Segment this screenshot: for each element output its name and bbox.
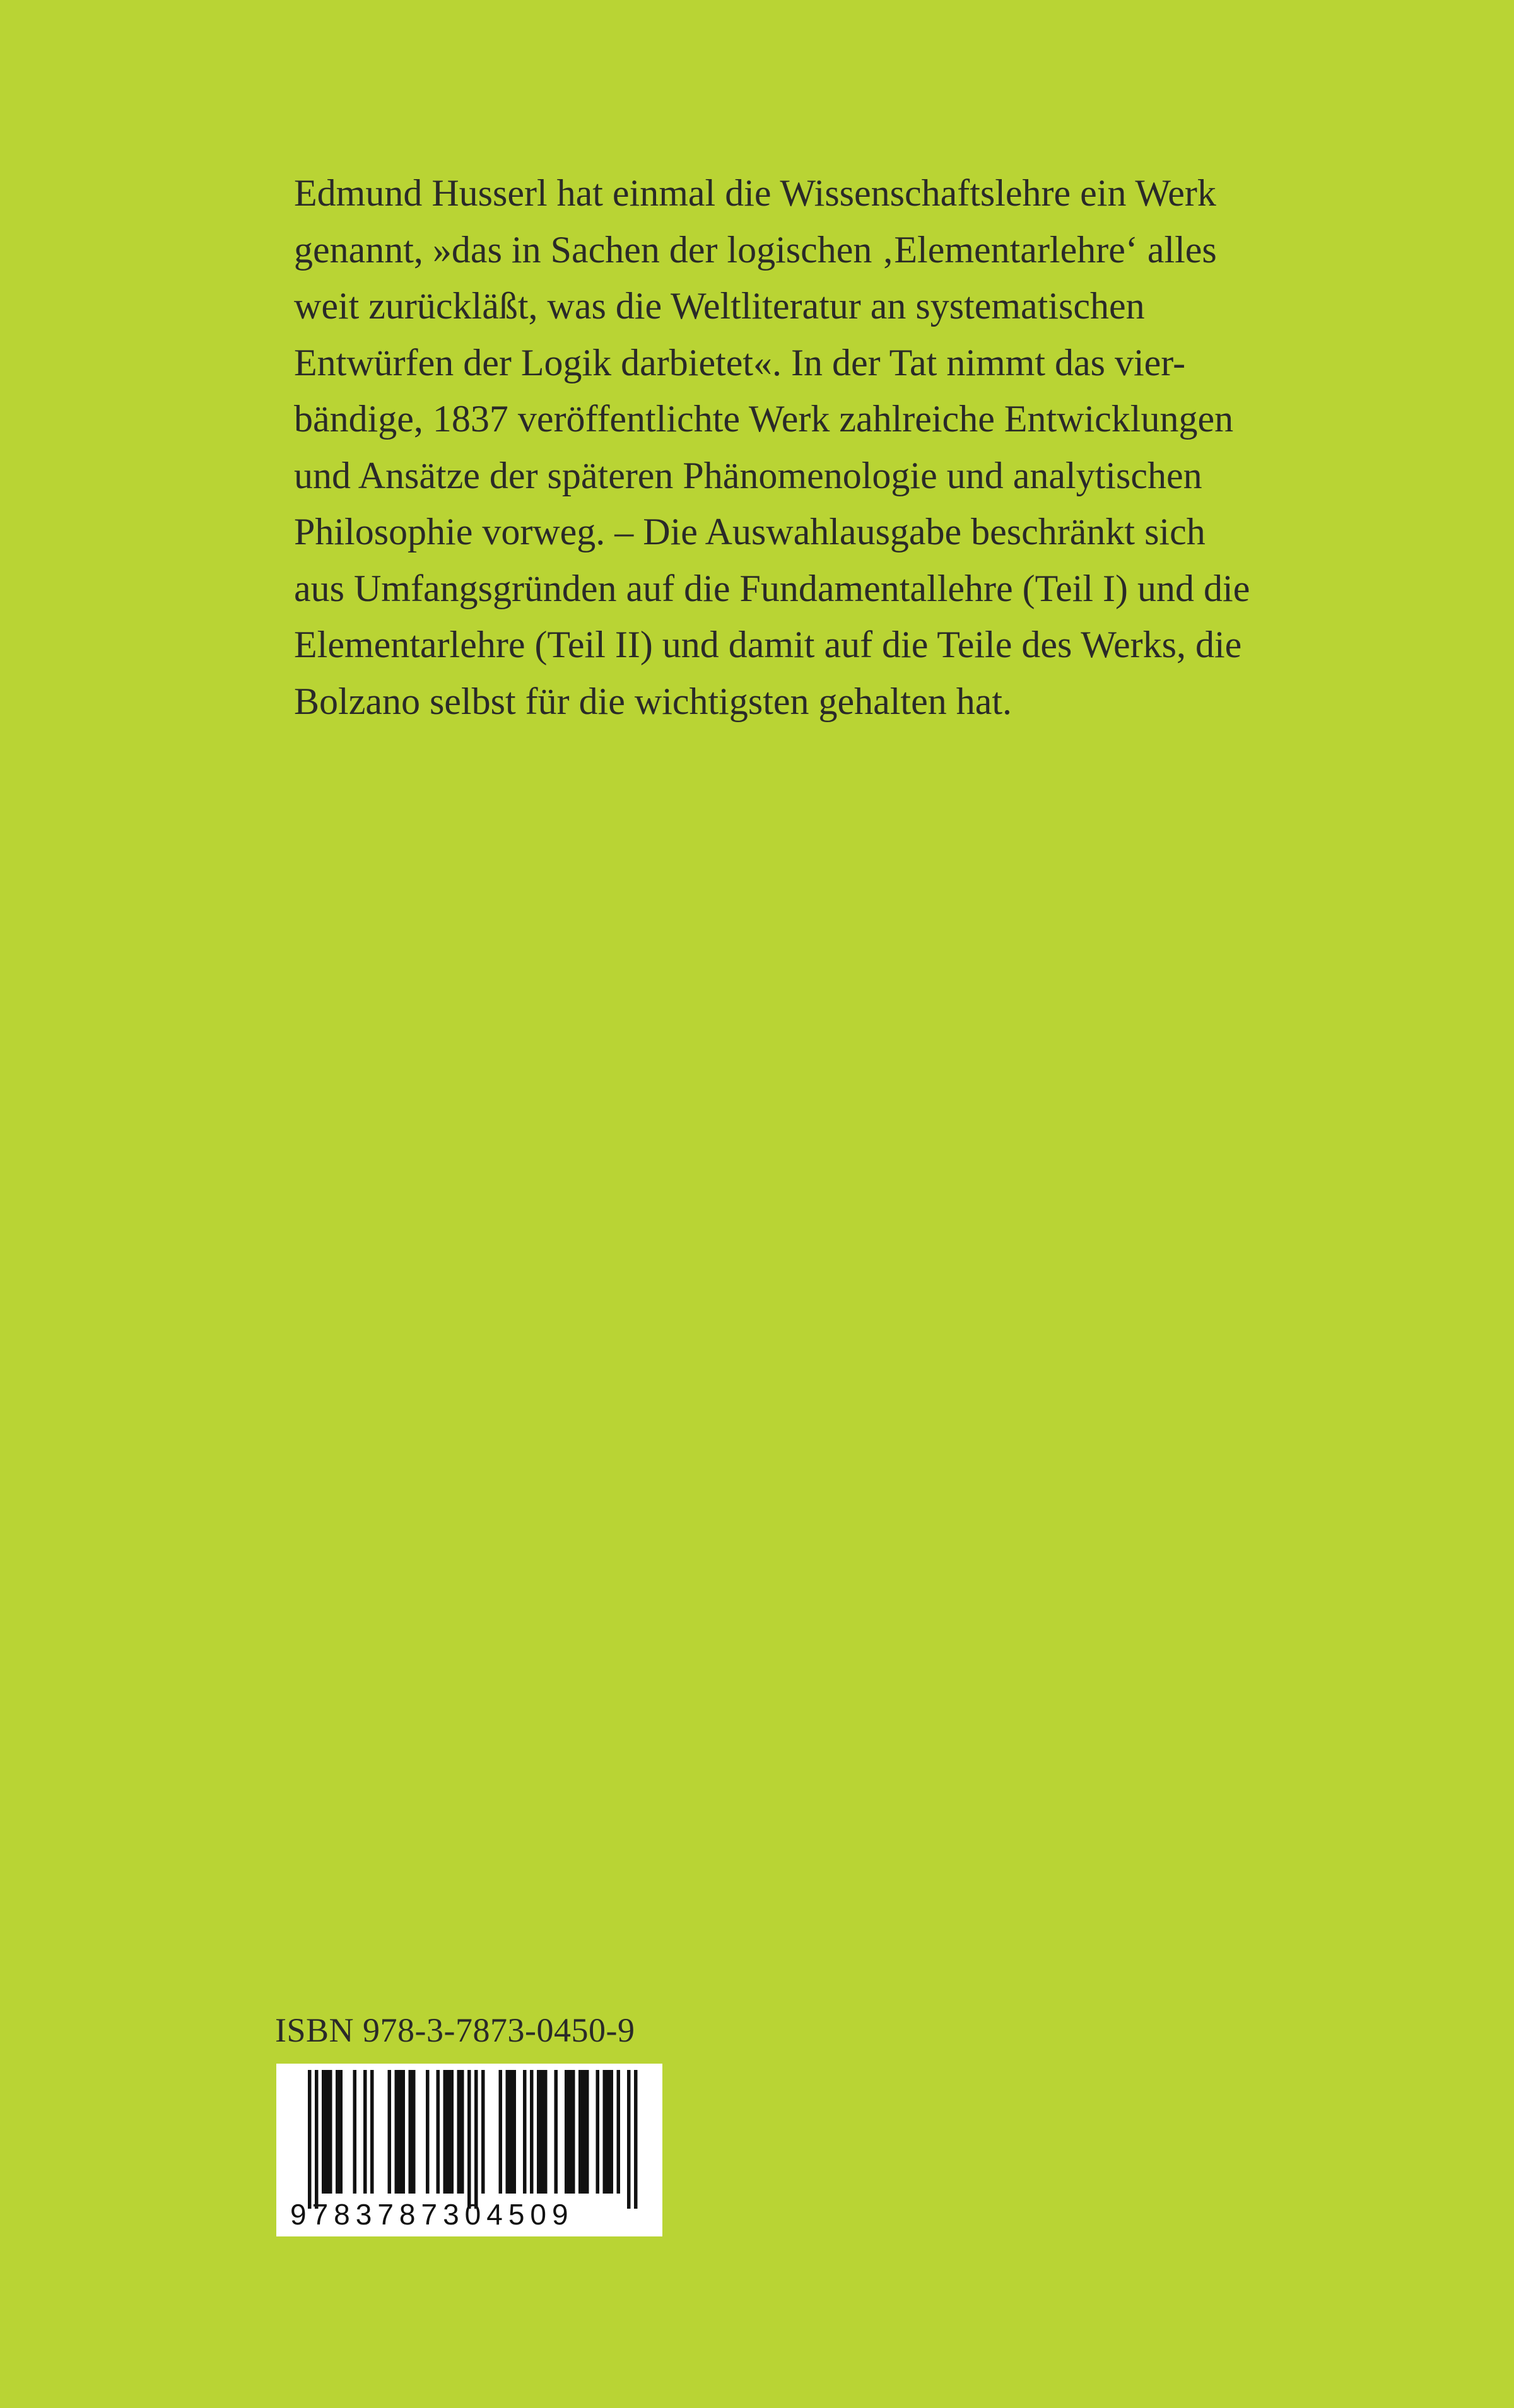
barcode-bar xyxy=(339,2070,343,2194)
barcode-bar xyxy=(412,2070,416,2194)
blurb-line: und Ansätze der späteren Phänomenologie und analytischen xyxy=(294,454,1202,496)
barcode-bar xyxy=(481,2070,485,2194)
barcode-bar xyxy=(315,2070,319,2209)
barcode-bar xyxy=(578,2070,582,2194)
blurb-line: aus Umfangsgründen auf die Fundamentallehre (Teil I) und die xyxy=(294,567,1250,609)
barcode-bar xyxy=(326,2070,329,2194)
barcode-bar xyxy=(322,2070,326,2194)
blurb-line: Philosophie vorweg. – Die Auswahlausgabe beschränkt sich xyxy=(294,511,1206,552)
barcode-bar xyxy=(617,2070,621,2194)
barcode-bar xyxy=(627,2070,631,2209)
barcode xyxy=(276,2064,662,2236)
barcode-bar xyxy=(565,2070,568,2194)
barcode-bar xyxy=(336,2070,339,2194)
barcode-bar xyxy=(585,2070,589,2194)
blurb-line: Edmund Husserl hat einmal die Wissenschaftslehre ein Werk xyxy=(294,172,1216,214)
barcode-bar xyxy=(634,2070,638,2209)
barcode-bar xyxy=(530,2070,534,2194)
blurb-line: Bolzano selbst für die wichtigsten gehalten hat. xyxy=(294,680,1012,722)
blurb-text xyxy=(294,165,1379,730)
barcode-bar xyxy=(450,2070,454,2194)
barcode-bar xyxy=(443,2070,447,2194)
barcode-bar xyxy=(568,2070,572,2194)
barcode-bar xyxy=(499,2070,503,2194)
barcode-bar xyxy=(395,2070,399,2194)
barcode-bar xyxy=(606,2070,610,2194)
blurb-line: Elementarlehre (Teil II) und damit auf die Teile des Werks, die xyxy=(294,624,1242,665)
barcode-bar xyxy=(437,2070,440,2194)
barcode-bar xyxy=(398,2070,402,2194)
barcode-bar xyxy=(402,2070,406,2194)
barcode-bar xyxy=(447,2070,450,2194)
barcode-bar xyxy=(409,2070,413,2194)
blurb-line: Entwürfen der Logik darbietet«. In der Tat nimmt das vier- xyxy=(294,341,1186,383)
barcode-bar xyxy=(388,2070,392,2194)
barcode-bar xyxy=(474,2070,478,2209)
barcode-bar xyxy=(610,2070,614,2194)
barcode-bar xyxy=(523,2070,527,2194)
barcode-bar xyxy=(308,2070,312,2209)
barcode-bar xyxy=(329,2070,332,2194)
barcode-bar xyxy=(555,2070,558,2194)
barcode-bar xyxy=(461,2070,464,2194)
barcode-bar xyxy=(506,2070,510,2194)
barcode-bar xyxy=(426,2070,430,2194)
barcode-bar xyxy=(467,2070,471,2209)
blurb-line: genannt, »das in Sachen der logischen ‚Elementarlehre‘ alles xyxy=(294,228,1217,271)
barcode-bar xyxy=(544,2070,548,2194)
barcode-bar xyxy=(572,2070,575,2194)
barcode-bar xyxy=(353,2070,357,2194)
barcode-digits: 9783787304509 xyxy=(290,2198,574,2231)
barcode-bar xyxy=(513,2070,517,2194)
barcode-bar xyxy=(509,2070,513,2194)
barcode-bar xyxy=(603,2070,607,2194)
barcode-bar xyxy=(363,2070,367,2194)
isbn-label: ISBN 978-3-7873-0450-9 xyxy=(275,2011,635,2049)
barcode-bar xyxy=(370,2070,374,2194)
barcode-bar xyxy=(541,2070,544,2194)
barcode-bar xyxy=(582,2070,586,2194)
barcode-bar xyxy=(537,2070,541,2194)
barcode-bar xyxy=(596,2070,600,2194)
blurb-line: weit zurückläßt, was die Weltliteratur an systematischen xyxy=(294,285,1145,327)
blurb-line: bändige, 1837 veröffentlichte Werk zahlreiche Entwicklungen xyxy=(294,398,1234,440)
barcode-bar xyxy=(457,2070,461,2194)
